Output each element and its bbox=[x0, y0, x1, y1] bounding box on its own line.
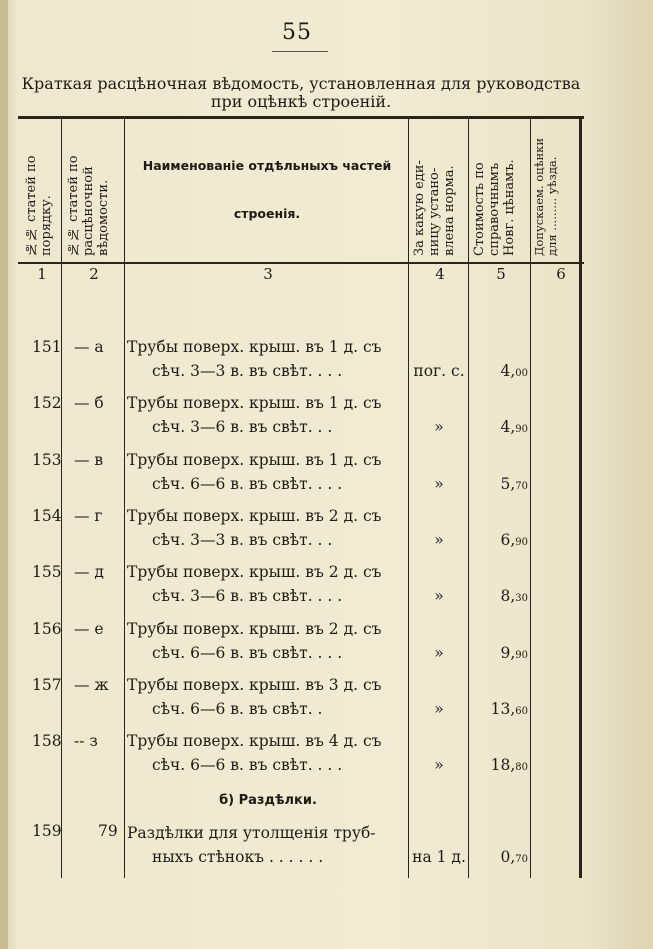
page-title-line-2: при оцѣнкѣ строеній. bbox=[210, 92, 392, 111]
column-number-1: 1 bbox=[37, 265, 47, 283]
header-col-5: Стоимость по справочнымъ Новг. цѣнамъ. bbox=[472, 159, 517, 256]
row-description-line-2: сѣч. 3—3 в. въ свѣт. . . bbox=[152, 531, 333, 549]
column-number-4: 4 bbox=[435, 265, 445, 283]
column-number-6: 6 bbox=[556, 265, 566, 283]
row-letter: — б bbox=[74, 394, 104, 412]
column-divider-1 bbox=[61, 118, 62, 878]
row-unit: » bbox=[434, 418, 444, 436]
page-number-underline bbox=[272, 51, 328, 52]
header-col-1: №№ статей по порядку. bbox=[24, 155, 54, 256]
row-description-line-2: сѣч. 3—6 в. въ свѣт. . . bbox=[152, 418, 333, 436]
row-description-line-1: Трубы поверх. крыш. въ 1 д. съ bbox=[127, 338, 382, 356]
row-description-line-1: Трубы поверх. крыш. въ 2 д. съ bbox=[127, 507, 382, 525]
table-right-border bbox=[579, 118, 582, 878]
row-letter: — в bbox=[74, 451, 104, 469]
row-number: 157 bbox=[32, 676, 62, 694]
column-divider-5 bbox=[530, 118, 531, 878]
row-unit: » bbox=[434, 756, 444, 774]
row-letter: 79 bbox=[98, 822, 118, 840]
row-description-line-2: сѣч. 3—3 в. въ свѣт. . . . bbox=[152, 362, 343, 380]
row-letter: -- з bbox=[74, 732, 98, 750]
row-description-line-1: Трубы поверх. крыш. въ 4 д. съ bbox=[127, 732, 382, 750]
header-bottom-rule bbox=[18, 262, 584, 264]
row-number: 154 bbox=[32, 507, 62, 525]
row-letter: — д bbox=[74, 563, 104, 581]
header-col-2: №№ статей по расцѣночной вѣдомости. bbox=[66, 155, 111, 256]
row-number: 156 bbox=[32, 620, 62, 638]
row-description-line-1: Трубы поверх. крыш. въ 1 д. съ bbox=[127, 451, 382, 469]
row-description-line-2: сѣч. 3—6 в. въ свѣт. . . . bbox=[152, 587, 343, 605]
row-description-line-2: сѣч. 6—6 в. въ свѣт. . . . bbox=[152, 644, 343, 662]
row-description-line-2: сѣч. 6—6 в. въ свѣт. . bbox=[152, 700, 323, 718]
row-cost: 8,30 bbox=[500, 587, 528, 605]
row-letter: — а bbox=[74, 338, 104, 356]
row-cost: 9,90 bbox=[500, 644, 528, 662]
row-unit: » bbox=[434, 644, 444, 662]
row-description-line-1: Раздѣлки для утолщенія труб- bbox=[127, 824, 376, 842]
row-cost: 0,70 bbox=[500, 848, 528, 866]
row-letter: — г bbox=[74, 507, 103, 525]
row-unit: пог. с. bbox=[413, 362, 465, 380]
column-number-5: 5 bbox=[496, 265, 506, 283]
row-description-line-2: сѣч. 6—6 в. въ свѣт. . . . bbox=[152, 475, 343, 493]
row-cost: 5,70 bbox=[500, 475, 528, 493]
row-description-line-2: ныхъ стѣнокъ . . . . . . bbox=[152, 848, 324, 866]
column-number-2: 2 bbox=[89, 265, 99, 283]
row-unit: » bbox=[434, 531, 444, 549]
header-col-6: Допускаем. оцѣнки для ......... уѣзда. bbox=[532, 137, 559, 256]
row-unit: » bbox=[434, 700, 444, 718]
header-col-3-top: Наименованіе отдѣльныхъ частей bbox=[142, 158, 392, 173]
row-number: 153 bbox=[32, 451, 62, 469]
row-cost: 6,90 bbox=[500, 531, 528, 549]
row-unit: на 1 д. bbox=[412, 848, 466, 866]
row-letter: — е bbox=[74, 620, 104, 638]
section-title: б) Раздѣлки. bbox=[219, 793, 317, 808]
page-number: 55 bbox=[282, 20, 312, 45]
row-description-line-1: Трубы поверх. крыш. въ 2 д. съ bbox=[127, 620, 382, 638]
row-unit: » bbox=[434, 475, 444, 493]
row-number: 158 bbox=[32, 732, 62, 750]
table-top-rule bbox=[18, 116, 584, 119]
row-cost: 18,80 bbox=[490, 756, 528, 774]
row-description-line-1: Трубы поверх. крыш. въ 3 д. съ bbox=[127, 676, 382, 694]
row-description-line-1: Трубы поверх. крыш. въ 2 д. съ bbox=[127, 563, 382, 581]
row-description-line-2: сѣч. 6—6 в. въ свѣт. . . . bbox=[152, 756, 343, 774]
header-col-3-bottom: строенія. bbox=[233, 206, 301, 221]
row-unit: » bbox=[434, 587, 444, 605]
column-divider-2 bbox=[124, 118, 125, 878]
row-number: 151 bbox=[32, 338, 62, 356]
row-letter: — ж bbox=[74, 676, 109, 694]
row-cost: 4,00 bbox=[500, 362, 528, 380]
row-number: 159 bbox=[32, 822, 62, 840]
row-description-line-1: Трубы поверх. крыш. въ 1 д. съ bbox=[127, 394, 382, 412]
row-cost: 4,90 bbox=[500, 418, 528, 436]
header-col-4: За какую еди- ницу устано- влена норма. bbox=[412, 160, 457, 256]
page-edge-shadow bbox=[583, 0, 653, 949]
row-number: 155 bbox=[32, 563, 62, 581]
row-number: 152 bbox=[32, 394, 62, 412]
page-gutter bbox=[0, 0, 8, 949]
page-title-line-1: Краткая расцѣночная вѣдомость, установленная для руководства bbox=[21, 74, 581, 93]
row-cost: 13,60 bbox=[490, 700, 528, 718]
column-number-3: 3 bbox=[263, 265, 273, 283]
